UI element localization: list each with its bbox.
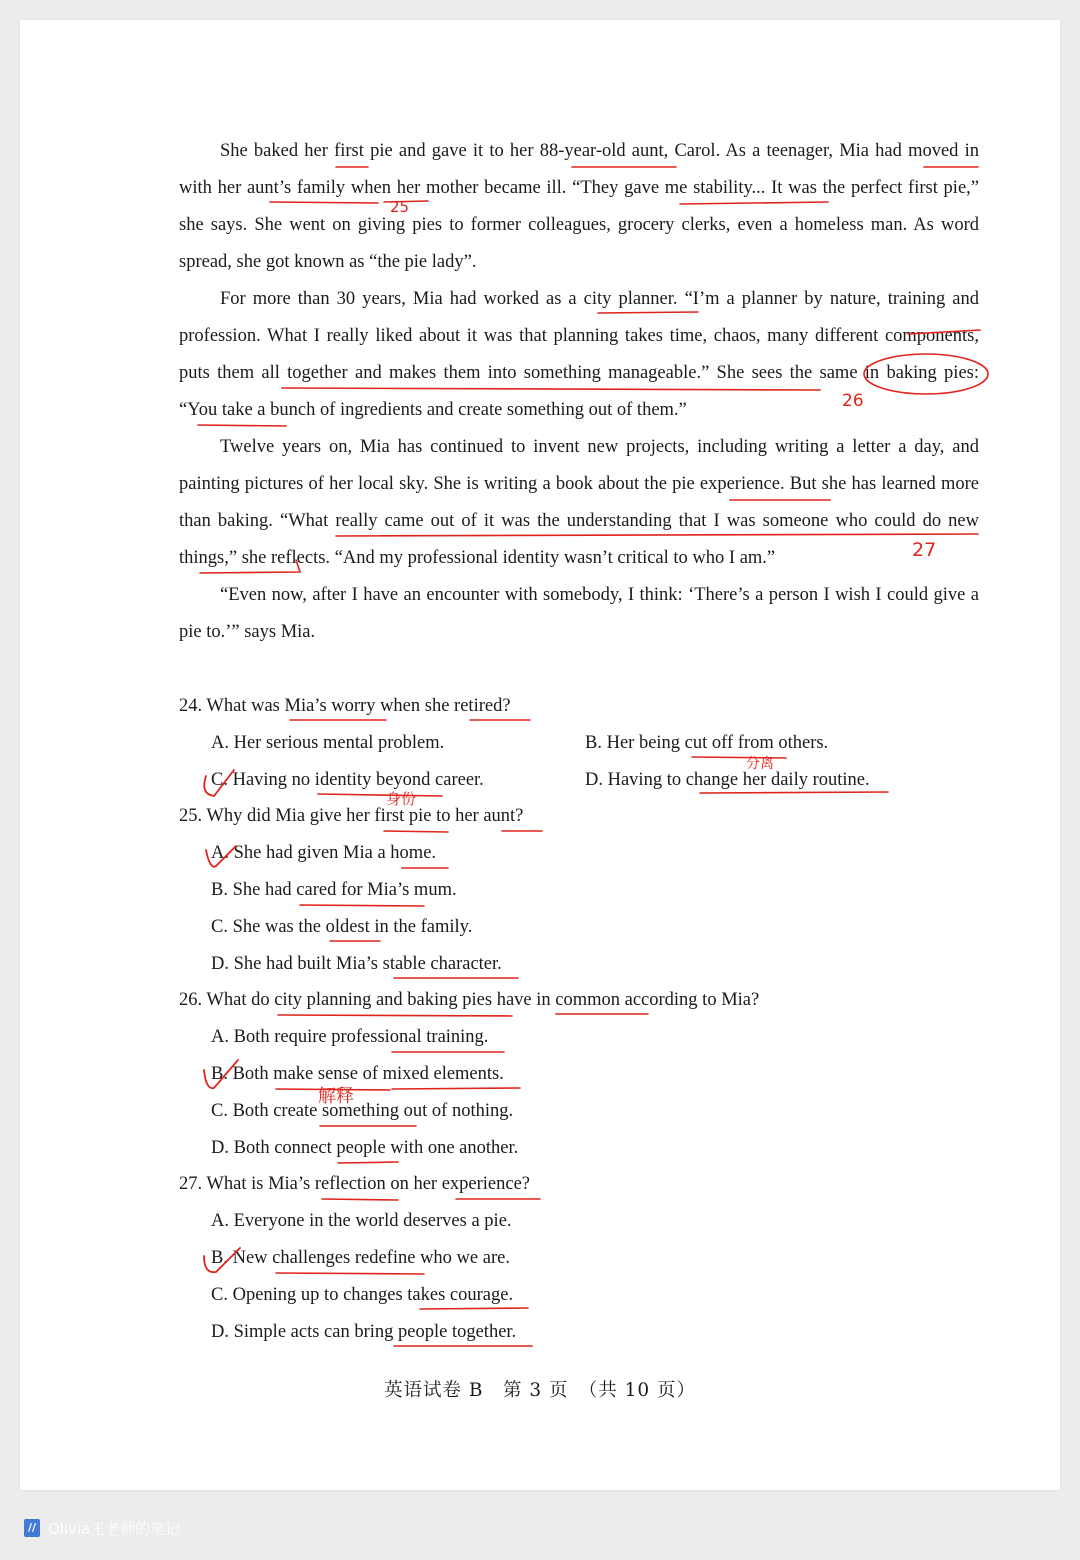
option-a: A. She had given Mia a home.: [211, 843, 437, 864]
passage-paragraph: “Even now, after I have an encounter with somebody, I think: ‘There’s a person I wish I could give a pie to.’” says Mia.: [179, 585, 979, 642]
annotation-note: 解释: [318, 1086, 354, 1107]
question-stem: 26. What do city planning and baking pies have in common according to Mia?: [179, 990, 760, 1011]
option-d: D. She had built Mia’s stable character.: [211, 953, 502, 974]
question-stem: 25. Why did Mia give her first pie to her aunt?: [179, 806, 524, 827]
option-a: A. Her serious mental problem.: [211, 732, 445, 753]
option-b: B. New challenges redefine who we are.: [211, 1247, 510, 1268]
passage-paragraph: For more than 30 years, Mia had worked as a city planner. “I’m a planner by nature, training and profession. What I really liked about it was that planning takes time, chaos, many different components, puts them all together and makes them into something manageable.” She sees the same in baking pies: “You take a bunch of ingredients and create something out of them.”: [179, 289, 979, 420]
option-c: C. She was the oldest in the family.: [211, 916, 473, 937]
notes-app-icon: //: [24, 1519, 40, 1537]
annotation-number: 26: [842, 391, 864, 411]
option-b: B. Both make sense of mixed elements.: [211, 1063, 504, 1084]
annotation-number: 25: [390, 198, 410, 216]
question-25: [179, 798, 979, 982]
question-stem: 27. What is Mia’s reflection on her experience?: [179, 1174, 531, 1195]
option-c: C. Opening up to changes takes courage.: [211, 1284, 514, 1305]
exam-page: [20, 20, 1060, 1490]
option-b: B. She had cared for Mia’s mum.: [211, 879, 457, 900]
option-b: B. Her being cut off from others.: [585, 732, 829, 753]
option-c: C. Both create something out of nothing.: [211, 1100, 514, 1121]
annotation-note: 身份: [386, 790, 417, 808]
watermark: [24, 1516, 180, 1540]
question-24: [179, 688, 979, 798]
question-27: [179, 1166, 979, 1350]
question-list: [179, 688, 979, 1350]
page-footer: 英语试卷 B 第 3 页 （共 10 页）: [383, 1380, 697, 1401]
question-stem: 24. What was Mia’s worry when she retired?: [179, 696, 511, 716]
option-d: D. Both connect people with one another.: [211, 1137, 519, 1158]
option-a: A. Both require professional training.: [211, 1027, 489, 1048]
watermark-text: Olivia王老师的笔记: [48, 1519, 181, 1538]
annotation-number: 27: [912, 539, 937, 561]
reading-passage: [179, 133, 979, 651]
question-26: [179, 982, 979, 1166]
passage-paragraph: Twelve years on, Mia has continued to invent new projects, including writing a letter a day, and painting pictures of her local sky. She is writing a book about the pie experience. But she has learned more than baking. “What really came out of it was the understanding that I was someone who could do new things,” she reflects. “And my professional identity wasn’t critical to who I am.”: [179, 437, 979, 568]
annotation-note: 分离: [746, 756, 774, 772]
option-d: D. Simple acts can bring people together.: [211, 1321, 517, 1342]
passage-paragraph: She baked her first pie and gave it to her 88-year-old aunt, Carol. As a teenager, Mia had moved in with her aunt’s family when her mother became ill. “They gave me stability... It was the perfect first pie,” she says. She went on giving pies to former colleagues, grocery clerks, even a homeless man. As word spread, she got known as “the pie lady”.: [179, 141, 979, 272]
option-a: A. Everyone in the world deserves a pie.: [211, 1211, 512, 1232]
option-c: C. Having no identity beyond career.: [211, 769, 484, 790]
option-d: D. Having to change her daily routine.: [585, 769, 870, 790]
